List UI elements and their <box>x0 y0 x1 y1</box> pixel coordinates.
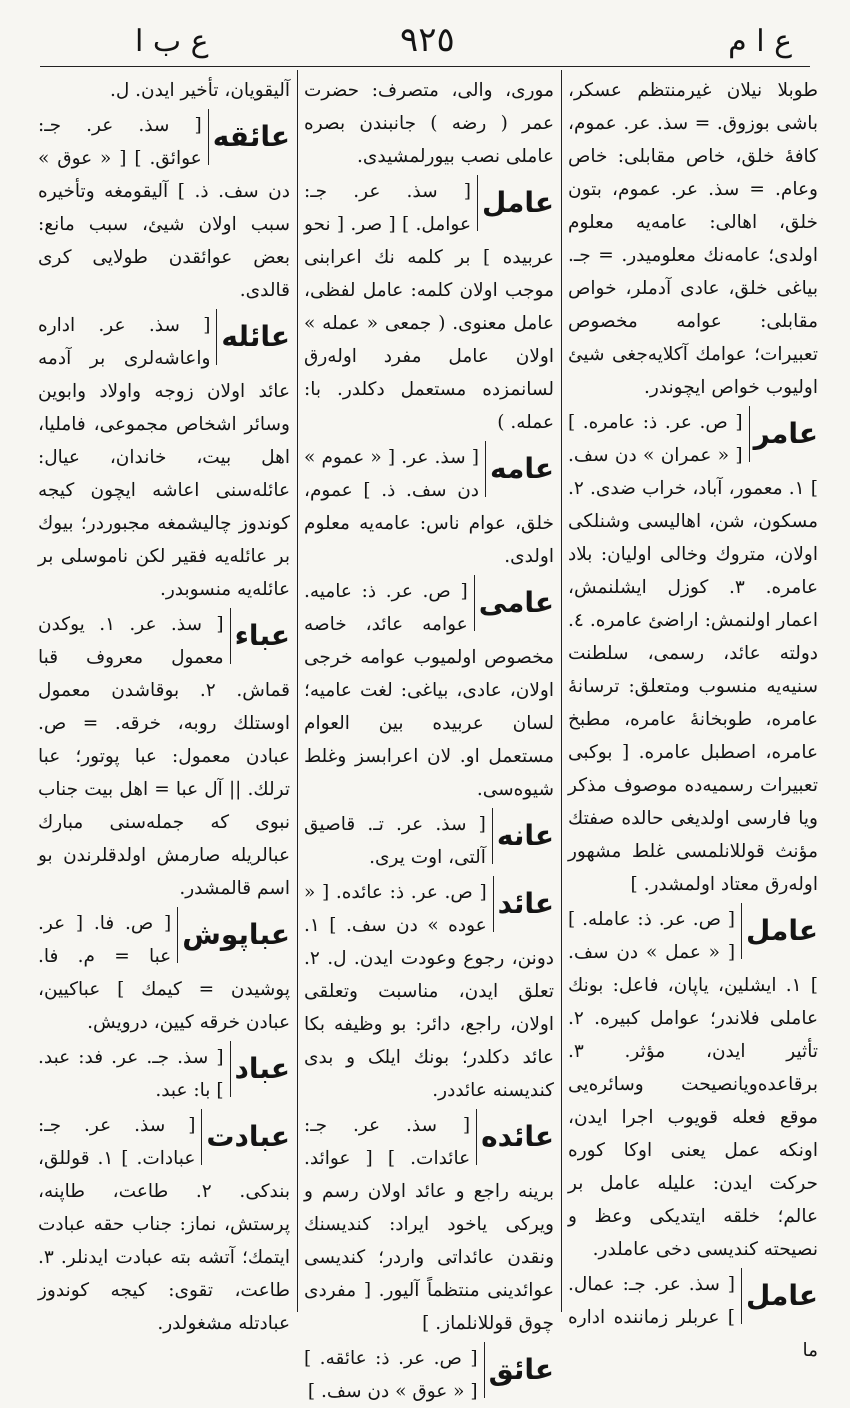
entry-headword: عانه <box>492 808 554 864</box>
header-rule <box>40 66 810 67</box>
column-divider-right <box>561 70 562 1312</box>
entry-definition: [ ص. عر. ذ: عامره. ] [ « عمران » دن سف. ] ١. معمور، آباد، خراب ضدی. ٢. مسکون، شن، اهالیسی وشنلکی اولان، متروك وخالی اولیان: بلاد عامره. ٣. کوزل ایشلنمش، اعمار اولنمش: اراضئ عامره. ٤. دولته عائد، رسمی، سلطنت سنیه‌یه منسوب ومتعلق: ترسانهٔ عامره، طوبخانهٔ عامره، مطبخ عامره، اصطبل عامره. [ بوکبی تعبیرات رسمیه‌ده موصوف مذکر ویا فارسی اولدیغی حالده صفتك مؤنث قوللانلمسی غلط مشهور اوله‌رق معتاد اولمشدر. ] <box>568 412 818 895</box>
entry-definition: [ سذ. عر. جـ: عائدات. ] [ عوائد. برینه راجع و عائد اولان رسم و ویرکی یاخود ایراد: کندیسنك ونقدن عائداتی واردر؛ کندیسی عوائدینی منتظماً آلیور. [ مفردی چوق قوللانلماز. ] <box>304 1115 554 1334</box>
entry-definition: [ سذ. عر. جـ: عوامل. ] [ صر. [ نحو عربیده ] بر کلمه نك اعرابنی موجب اولان کلمه: عامل لفظی، عامل معنوی. ( جمعی « عمله » اولان عامل مفرد اوله‌رق لسانمزده مستعمل دکلدر. با: عمله. ) <box>304 181 554 433</box>
entry-headword: عائق <box>484 1342 554 1398</box>
entry-headword: عباپوش <box>177 907 290 963</box>
entry-headword: عامر <box>749 406 818 462</box>
page-header <box>40 18 810 66</box>
column-right <box>568 74 818 1361</box>
entry-headword: عامه <box>485 441 554 497</box>
entry-definition: [ سذ. عر. جـ: عوائق. ] [ « عوق » دن سف. ذ. ] آلیقومغه وتأخیره سبب اولان شیئ، سبب مانع: بعض عوائقدن طولایی کری قالدی. <box>38 115 290 301</box>
entry-headword: عامل <box>477 175 554 231</box>
entry-definition: [ ص. عر. ذ: عائده. [ « عوده » دن سف. ] ١. دونن، رجوع وعودت ایدن. ل. ٢. تعلق ایدن، مناسبت وتعلقی اولان، راجع، دائر: بو وظیفه بکا عائد دکلدر؛ بونك ایلک و بدی کندیسنه عائددر. <box>304 882 554 1101</box>
entry-definition: [ ص. عر. ذ: عامله. ] [ « عمل » دن سف. ] ١. ایشلین، یاپان، فاعل: بونك عاملی فلاندر؛ عوامل کبیره. ٢. تأثیر ایدن، مؤثر. ٣. برقاعده‌ویانصیحت وسائره‌یی موقع فعله قویوب اجرا ایدن، اونکه عمل یعنی اوکا کوره حرکت ایدن: علیله عامل بر عالم؛ خلقه ایتدیکی وعظ و نصیحته کندیسی دخی عاملدر. <box>568 909 818 1260</box>
dictionary-entry <box>38 608 290 905</box>
header-right-guide: ع ا م <box>728 24 792 59</box>
dictionary-entry <box>304 575 554 806</box>
entry-definition: [ ص. فا. [ عر. عبا = م. فا. پوشیدن = کیمك ] عباکیین، عبادن خرقه کیین، درویش. <box>38 913 290 1033</box>
entry-definition: [ ص. عر. ذ: عائقه. ] [ « عوق » دن سف. ] <box>304 1348 478 1402</box>
entry-headword: عائد <box>493 876 554 932</box>
column-middle <box>304 74 554 1402</box>
dictionary-entry <box>304 175 554 439</box>
entry-headword: عبادت <box>201 1109 290 1165</box>
dictionary-entry <box>38 309 290 606</box>
dictionary-entry <box>38 109 290 307</box>
entry-definition: [ ص. عر. ذ: عامیه. عوامه عائد، خاصه مخصوص اولمیوب عوامه خرجی اولان، عادی، بیاغی: لغت عامیه؛ لسان عربیده بین العوام مستعمل او. لان اعرابسز وغلط شیوه‌سی. <box>304 581 554 800</box>
dictionary-entry <box>304 74 554 173</box>
entry-definition: [ سذ. عر. جـ: عبادات. ] ١. قوللق، بندکی. ٢. طاعت، طاپنه، پرستش، نماز: جناب حقه عبادت ایتمك؛ آتشه بته عبادت ایدنلر. ٣. طاعت، تقوی: کیجه کوندوز عبادتله مشغولدر. <box>38 1115 290 1334</box>
dictionary-entry <box>304 876 554 1107</box>
entry-headword: عائله <box>216 309 290 365</box>
header-left-guide: ع ب ا <box>135 24 209 59</box>
dictionary-entry <box>38 74 290 107</box>
entry-definition: [ سذ. عر. [ « عموم » دن سف. ذ. ] عموم، خلق، عوام ناس: عامه‌یه معلوم اولدی. <box>304 447 554 567</box>
entry-definition: [ سذ. عر. جـ: عمال. ] عربلر زماننده اداره ما <box>568 1274 818 1361</box>
entry-headword: عائقه <box>208 109 290 165</box>
dictionary-entry <box>304 441 554 573</box>
entry-definition: [ سذ. عر. ١. یوکدن معمول معروف قبا قماش. ٢. بوقاشدن معمول اوستلك روبه، خرقه. = ص. عبادن معمول: عبا پوتور؛ عبا ترلك. || آل عبا = اهل بیت جناب نبوی که جمله‌سنی مبارك عبالریله صارمش اولدقلرندن بو اسم قالمشدر. <box>38 614 290 899</box>
dictionary-entry <box>304 1342 554 1408</box>
dictionary-entry <box>304 1109 554 1340</box>
entry-definition: [ سذ. عر. اداره واعاشه‌لری بر آدمه عائد اولان زوجه واولاد وابوین وسائر اشخاص مجموعی، فاملیا، اهل بیت، خاندان، عیال: عائله‌سنی اعاشه ایچون کیجه کوندوز چالیشمغه مجبوردر؛ بیوك بر عائله‌یه فقیر لکن ناموسلی بر عائله‌یه منسوبدر. <box>38 315 290 600</box>
dictionary-entry <box>38 1041 290 1107</box>
dictionary-entry <box>38 1109 290 1340</box>
entry-headword: عباد <box>230 1041 290 1097</box>
entry-headword: عباء <box>230 608 290 664</box>
entry-headword: عامی <box>474 575 554 631</box>
entry-definition: موری، والی، متصرف: حضرت عمر ( رضه ) جانبندن بصره عاملی نصب بیورلمشیدی. <box>304 80 554 167</box>
dictionary-entry <box>568 74 818 404</box>
entry-headword: عامل <box>741 903 818 959</box>
entry-headword: عائده <box>476 1109 554 1165</box>
page-number: ٩٢٥ <box>400 20 455 60</box>
column-divider-left <box>297 70 298 1312</box>
column-left <box>38 74 290 1334</box>
dictionary-entry <box>304 808 554 874</box>
entry-definition: آلیقویان، تأخیر ایدن. ل. <box>109 80 290 101</box>
dictionary-entry <box>568 1268 818 1367</box>
entry-headword: عامل <box>741 1268 818 1324</box>
dictionary-entry <box>568 406 818 901</box>
dictionary-entry <box>38 907 290 1039</box>
entry-definition: طوبلا نیلان غیرمنتظم عسکر، باشی بوزوق. = سذ. عر. عموم، کافهٔ خلق، خاص مقابلی: خاص وعام. = سذ. عر. عموم، بتون خلق، اهالی: عامه‌یه معلوم اولدی؛ عامه‌نك معلومیدر. = جـ. بیاغی خلق، عادی آدملر، خواص مقابلی: عوامه مخصوص تعبیرات؛ عوامك آکلایه‌جغی شیئ اولیوب خواص ایچوندر. <box>568 80 818 398</box>
entry-definition: [ سذ. عر. تـ. قاصیق آلتی، اوت یری. <box>304 814 486 868</box>
dictionary-entry <box>568 903 818 1266</box>
entry-definition: [ سذ. جـ. عر. فد: عبد. ] با: عبد. <box>38 1047 224 1101</box>
